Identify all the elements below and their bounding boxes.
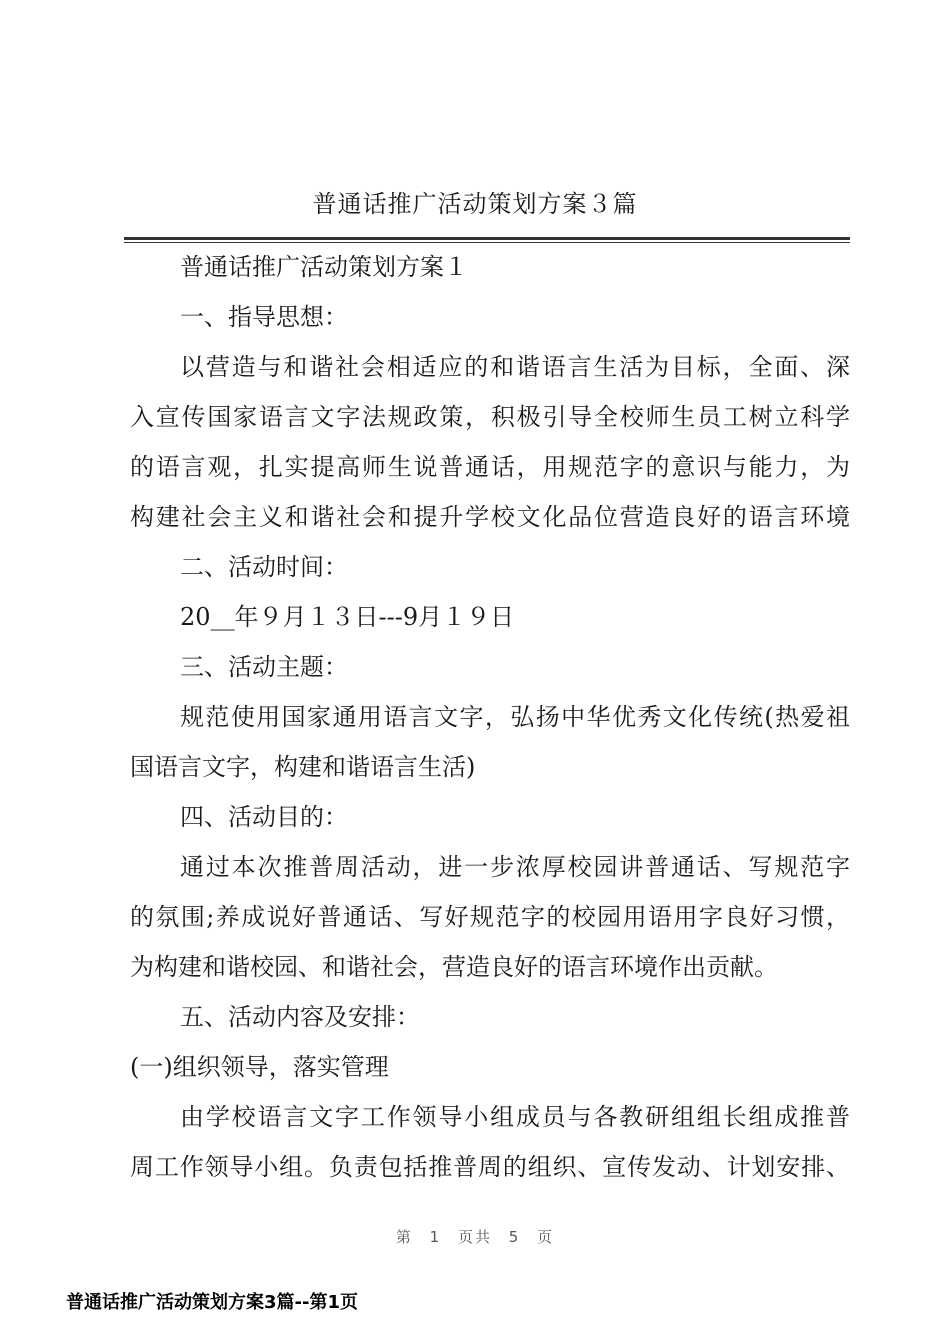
paragraph-line: 的语言观，扎实提高师生说普通话，用规范字的意识与能力，为 (130, 453, 850, 481)
paragraph-line: 通过本次推普周活动，进一步浓厚校园讲普通话、写规范字 (180, 853, 850, 881)
title-divider-thick (124, 237, 850, 240)
paragraph-line: 以营造与和谐社会相适应的和谐语言生活为目标，全面、深 (180, 353, 850, 381)
paragraph-line: 规范使用国家通用语言文字，弘扬中华优秀文化传统(热爱祖 (180, 703, 850, 731)
subsection-heading-organization: (一)组织领导，落实管理 (130, 1053, 389, 1081)
document-title: 普通话推广活动策划方案３篇 (312, 190, 638, 218)
section-heading-activity-time: 二、活动时间： (180, 553, 348, 581)
paragraph-line: 为构建和谐校园、和谐社会，营造良好的语言环境作出贡献。 (130, 953, 778, 981)
paragraph-line: 国语言文字，构建和谐语言生活) (130, 753, 476, 781)
paragraph-line: 由学校语言文字工作领导小组成员与各教研组组长组成推普 (180, 1103, 850, 1131)
paragraph-line: 周工作领导小组。负责包括推普周的组织、宣传发动、计划安排、 (130, 1153, 850, 1181)
page-number-footer: 第 1 页共 5 页 (395, 1228, 555, 1246)
section-heading-activity-purpose: 四、活动目的： (180, 803, 348, 831)
section-heading-plan-1: 普通话推广活动策划方案１ (180, 253, 468, 281)
activity-date-range: 20__年９月１３日---9月１９日 (180, 603, 515, 631)
title-divider-thin (124, 242, 850, 243)
document-caption: 普通话推广活动策划方案3篇--第1页 (66, 1292, 358, 1313)
section-heading-guiding-thought: 一、指导思想： (180, 303, 348, 331)
paragraph-line: 入宣传国家语言文字法规政策，积极引导全校师生员工树立科学 (130, 403, 850, 431)
paragraph-line: 构建社会主义和谐社会和提升学校文化品位营造良好的语言环境 (130, 503, 850, 531)
paragraph-line: 的氛围;养成说好普通话、写好规范字的校园用语用字良好习惯， (130, 903, 850, 931)
section-heading-activity-content: 五、活动内容及安排： (180, 1003, 420, 1031)
section-heading-activity-theme: 三、活动主题： (180, 653, 348, 681)
